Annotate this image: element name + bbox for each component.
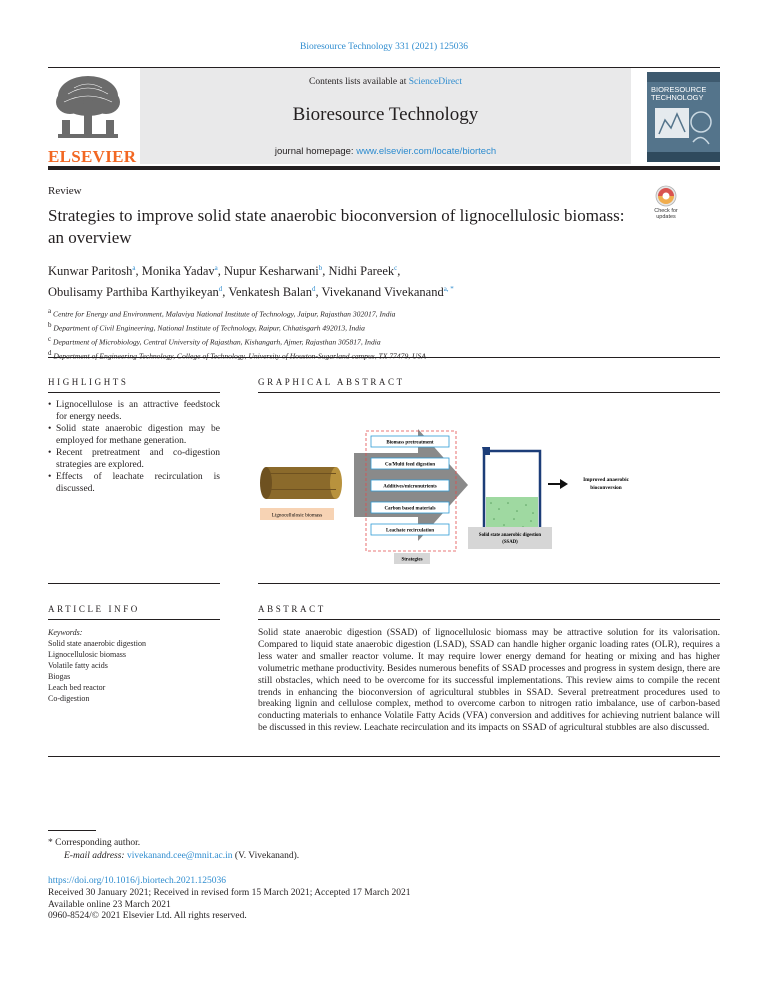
highlight-item: • Lignocellulose is an attractive feedstock for energy needs. bbox=[48, 399, 220, 423]
author-separator: , bbox=[315, 285, 322, 300]
publisher-name: ELSEVIER bbox=[48, 147, 137, 166]
author-affil-mark[interactable]: d bbox=[311, 285, 316, 294]
email-link[interactable]: vivekanand.cee@mnit.ac.in bbox=[126, 851, 233, 861]
article-info-heading: ARTICLE INFO bbox=[48, 604, 140, 614]
abstract-text: Solid state anaerobic digestion (SSAD) of lignocellulosic biomass may be attractive solution for its valorisation. Compared to liquid state anaerobic digestion (LSAD), SSAD can handle higher organic loading rates (OLR), requires a less water and smaller reactor volume. It may require lower energy demand for heating or mixing and has higher volumetric methane productivity. Besides numerous benefits of SSAD processes and progress in system design, there are still obstacles, which need to be overcome for its successful implementations. This review aims to compile the recent trends in enhancing the bioconversion of agricultural stubbles in SSAD. Several pretreatment procedures used to breaking lignin and cellulose complex, method to overcome carbon to nitrogen ratio imbalance, use of carbon-based conducting materials to enhance Volatile Fatty Acids (VFA) conversion and additives for achieving nutrient balance will be discussed in this review. Leachate recirculation and its impacts on SSAD of agricultural stubbles are also discussed. bbox=[258, 628, 720, 734]
highlight-item: • Solid state anaerobic digestion may be employed for methane generation. bbox=[48, 423, 220, 447]
graphical-abstract[interactable] bbox=[258, 393, 720, 573]
affiliation-text: Centre for Energy and Environment, Malaviya National Institute of Technology, Jaipur, Rajasthan 302017, India bbox=[53, 309, 396, 319]
affiliation-line bbox=[48, 320, 720, 334]
outcome-label-2: bioconversion bbox=[590, 485, 622, 491]
journal-title: Bioresource Technology bbox=[292, 104, 479, 125]
author-name[interactable]: Monika Yadav bbox=[141, 264, 215, 279]
author-name[interactable]: Vivekanand Vivekanand bbox=[321, 285, 444, 300]
strategy-label: Carbon based materials bbox=[384, 506, 436, 512]
log-icon bbox=[260, 467, 342, 499]
affiliation-line bbox=[48, 306, 720, 320]
email-note bbox=[64, 851, 299, 861]
highlights-rule bbox=[48, 392, 220, 393]
strategy-item bbox=[371, 502, 449, 513]
abstract-rule bbox=[258, 619, 720, 620]
masthead-bottom-rule bbox=[48, 166, 720, 170]
keywords-list bbox=[48, 638, 146, 704]
author-name[interactable]: Nupur Kesharwani bbox=[224, 264, 319, 279]
contents-line bbox=[140, 77, 631, 87]
affiliation-line bbox=[48, 334, 720, 348]
received-dates: Received 30 January 2021; Received in revised form 15 March 2021; Accepted 17 March 2021 bbox=[48, 888, 411, 898]
strategy-label: Additives/micronutrients bbox=[383, 484, 437, 490]
affiliation-text: Department of Civil Engineering, National Institute of Technology, Raipur, Chhatisgarh 492013, India bbox=[53, 323, 365, 333]
graphical-abstract-heading: GRAPHICAL ABSTRACT bbox=[258, 377, 405, 387]
author-affil-mark[interactable]: a bbox=[214, 264, 218, 272]
strategies-label: Strategies bbox=[401, 557, 423, 563]
keyword[interactable]: Biogas bbox=[48, 672, 71, 681]
author-separator: , bbox=[135, 264, 142, 279]
highlights-list bbox=[48, 399, 220, 495]
author-name[interactable]: Venkatesh Balan bbox=[228, 285, 312, 300]
author-separator: , bbox=[222, 285, 229, 300]
journal-cover-image[interactable] bbox=[647, 72, 720, 162]
strategy-label: Leachate recirculation bbox=[386, 528, 434, 534]
check-for-updates-label[interactable]: Check for updates bbox=[654, 208, 678, 220]
contents-prefix: Contents lists available at bbox=[308, 77, 409, 87]
affiliation-text: Department of Microbiology, Central University of Rajasthan, Kishangarh, Ajmer, Rajasthan 305817, India bbox=[53, 337, 381, 347]
author-affil-mark[interactable]: d bbox=[218, 285, 223, 294]
keyword[interactable]: Lignocellulosic biomass bbox=[48, 650, 126, 659]
footnote-rule bbox=[48, 830, 96, 831]
highlights-end-rule bbox=[48, 583, 220, 584]
keyword[interactable]: Co-digestion bbox=[48, 694, 90, 703]
sciencedirect-link[interactable]: ScienceDirect bbox=[408, 77, 462, 87]
reactor-label: Solid state anaerobic digestion bbox=[478, 533, 542, 538]
online-date: Available online 23 March 2021 bbox=[48, 899, 171, 910]
affiliation-mark: a bbox=[48, 307, 52, 315]
journal-reference[interactable]: Bioresource Technology 331 (2021) 125036 bbox=[299, 42, 469, 52]
keyword[interactable]: Volatile fatty acids bbox=[48, 661, 108, 670]
keyword[interactable]: Leach bed reactor bbox=[48, 683, 106, 692]
author-separator: , bbox=[322, 264, 329, 279]
section-divider bbox=[48, 357, 720, 358]
affiliations bbox=[48, 306, 720, 362]
masthead-banner bbox=[140, 68, 631, 164]
author-separator: , bbox=[397, 264, 401, 279]
feedstock-label: Lignocellulosic biomass bbox=[271, 512, 323, 519]
strategy-item bbox=[371, 436, 449, 447]
affiliation-mark: d bbox=[48, 349, 52, 358]
author-name[interactable]: Nidhi Pareek bbox=[328, 264, 395, 279]
copyright: 0960-8524/© 2021 Elsevier Ltd. All rights reserved. bbox=[48, 911, 247, 921]
highlights-heading: HIGHLIGHTS bbox=[48, 377, 129, 387]
article-type: Review bbox=[48, 185, 82, 197]
author-separator: , bbox=[217, 264, 225, 279]
abstract-heading: ABSTRACT bbox=[258, 604, 326, 614]
highlight-item: • Recent pretreatment and co-digestion strategies are explored. bbox=[48, 447, 220, 471]
email-label: E-mail address: bbox=[64, 851, 125, 861]
keywords-label: Keywords: bbox=[48, 628, 83, 637]
strategy-item bbox=[371, 480, 449, 491]
highlight-item: • Effects of leachate recirculation is discussed. bbox=[48, 471, 220, 495]
author-affil-mark[interactable]: b bbox=[318, 264, 323, 272]
cover-title: BIORESOURCE TECHNOLOGY bbox=[651, 85, 707, 102]
author-name[interactable]: Kunwar Paritosh bbox=[48, 264, 133, 279]
graphical-abstract-end-rule bbox=[258, 583, 720, 584]
strategy-label: Biomass pretreatment bbox=[386, 440, 434, 446]
affiliation-mark: c bbox=[48, 335, 52, 344]
outcome-arrow-icon bbox=[548, 479, 568, 489]
abstract-end-rule bbox=[48, 756, 720, 757]
reactor-label-box bbox=[468, 527, 552, 549]
strategy-label: Co/Multi feed digestion bbox=[385, 462, 435, 468]
reactor-label-abbrev: (SSAD) bbox=[502, 540, 518, 545]
publication-history bbox=[48, 888, 410, 923]
doi-link[interactable]: https://doi.org/10.1016/j.biortech.2021.125036 bbox=[48, 876, 226, 886]
homepage-line bbox=[140, 146, 631, 157]
author-affil-mark[interactable]: c bbox=[394, 264, 398, 272]
email-suffix: (V. Vivekanand). bbox=[232, 851, 300, 861]
outcome-label: Improved anaerobic bbox=[583, 477, 629, 483]
journal-homepage-link[interactable]: www.elsevier.com/locate/biortech bbox=[356, 146, 497, 157]
author-affil-mark[interactable]: a bbox=[132, 264, 136, 272]
strategy-item bbox=[371, 524, 449, 535]
author-list bbox=[48, 259, 708, 301]
author-name[interactable]: Obulisamy Parthiba Karthyikeyan bbox=[48, 285, 219, 300]
corresponding-author-note: * Corresponding author. bbox=[48, 838, 141, 848]
article-info-rule bbox=[48, 619, 220, 620]
keyword[interactable]: Solid state anaerobic digestion bbox=[48, 639, 146, 648]
strategy-item bbox=[371, 458, 449, 469]
affiliation-mark: b bbox=[48, 321, 52, 330]
author-affil-mark[interactable]: a, * bbox=[443, 285, 454, 294]
affiliation-line bbox=[48, 348, 720, 362]
article-title: Strategies to improve solid state anaerobic bioconversion of lignocellulosic biomass: an overview bbox=[48, 206, 625, 247]
homepage-prefix: journal homepage: bbox=[274, 146, 357, 157]
